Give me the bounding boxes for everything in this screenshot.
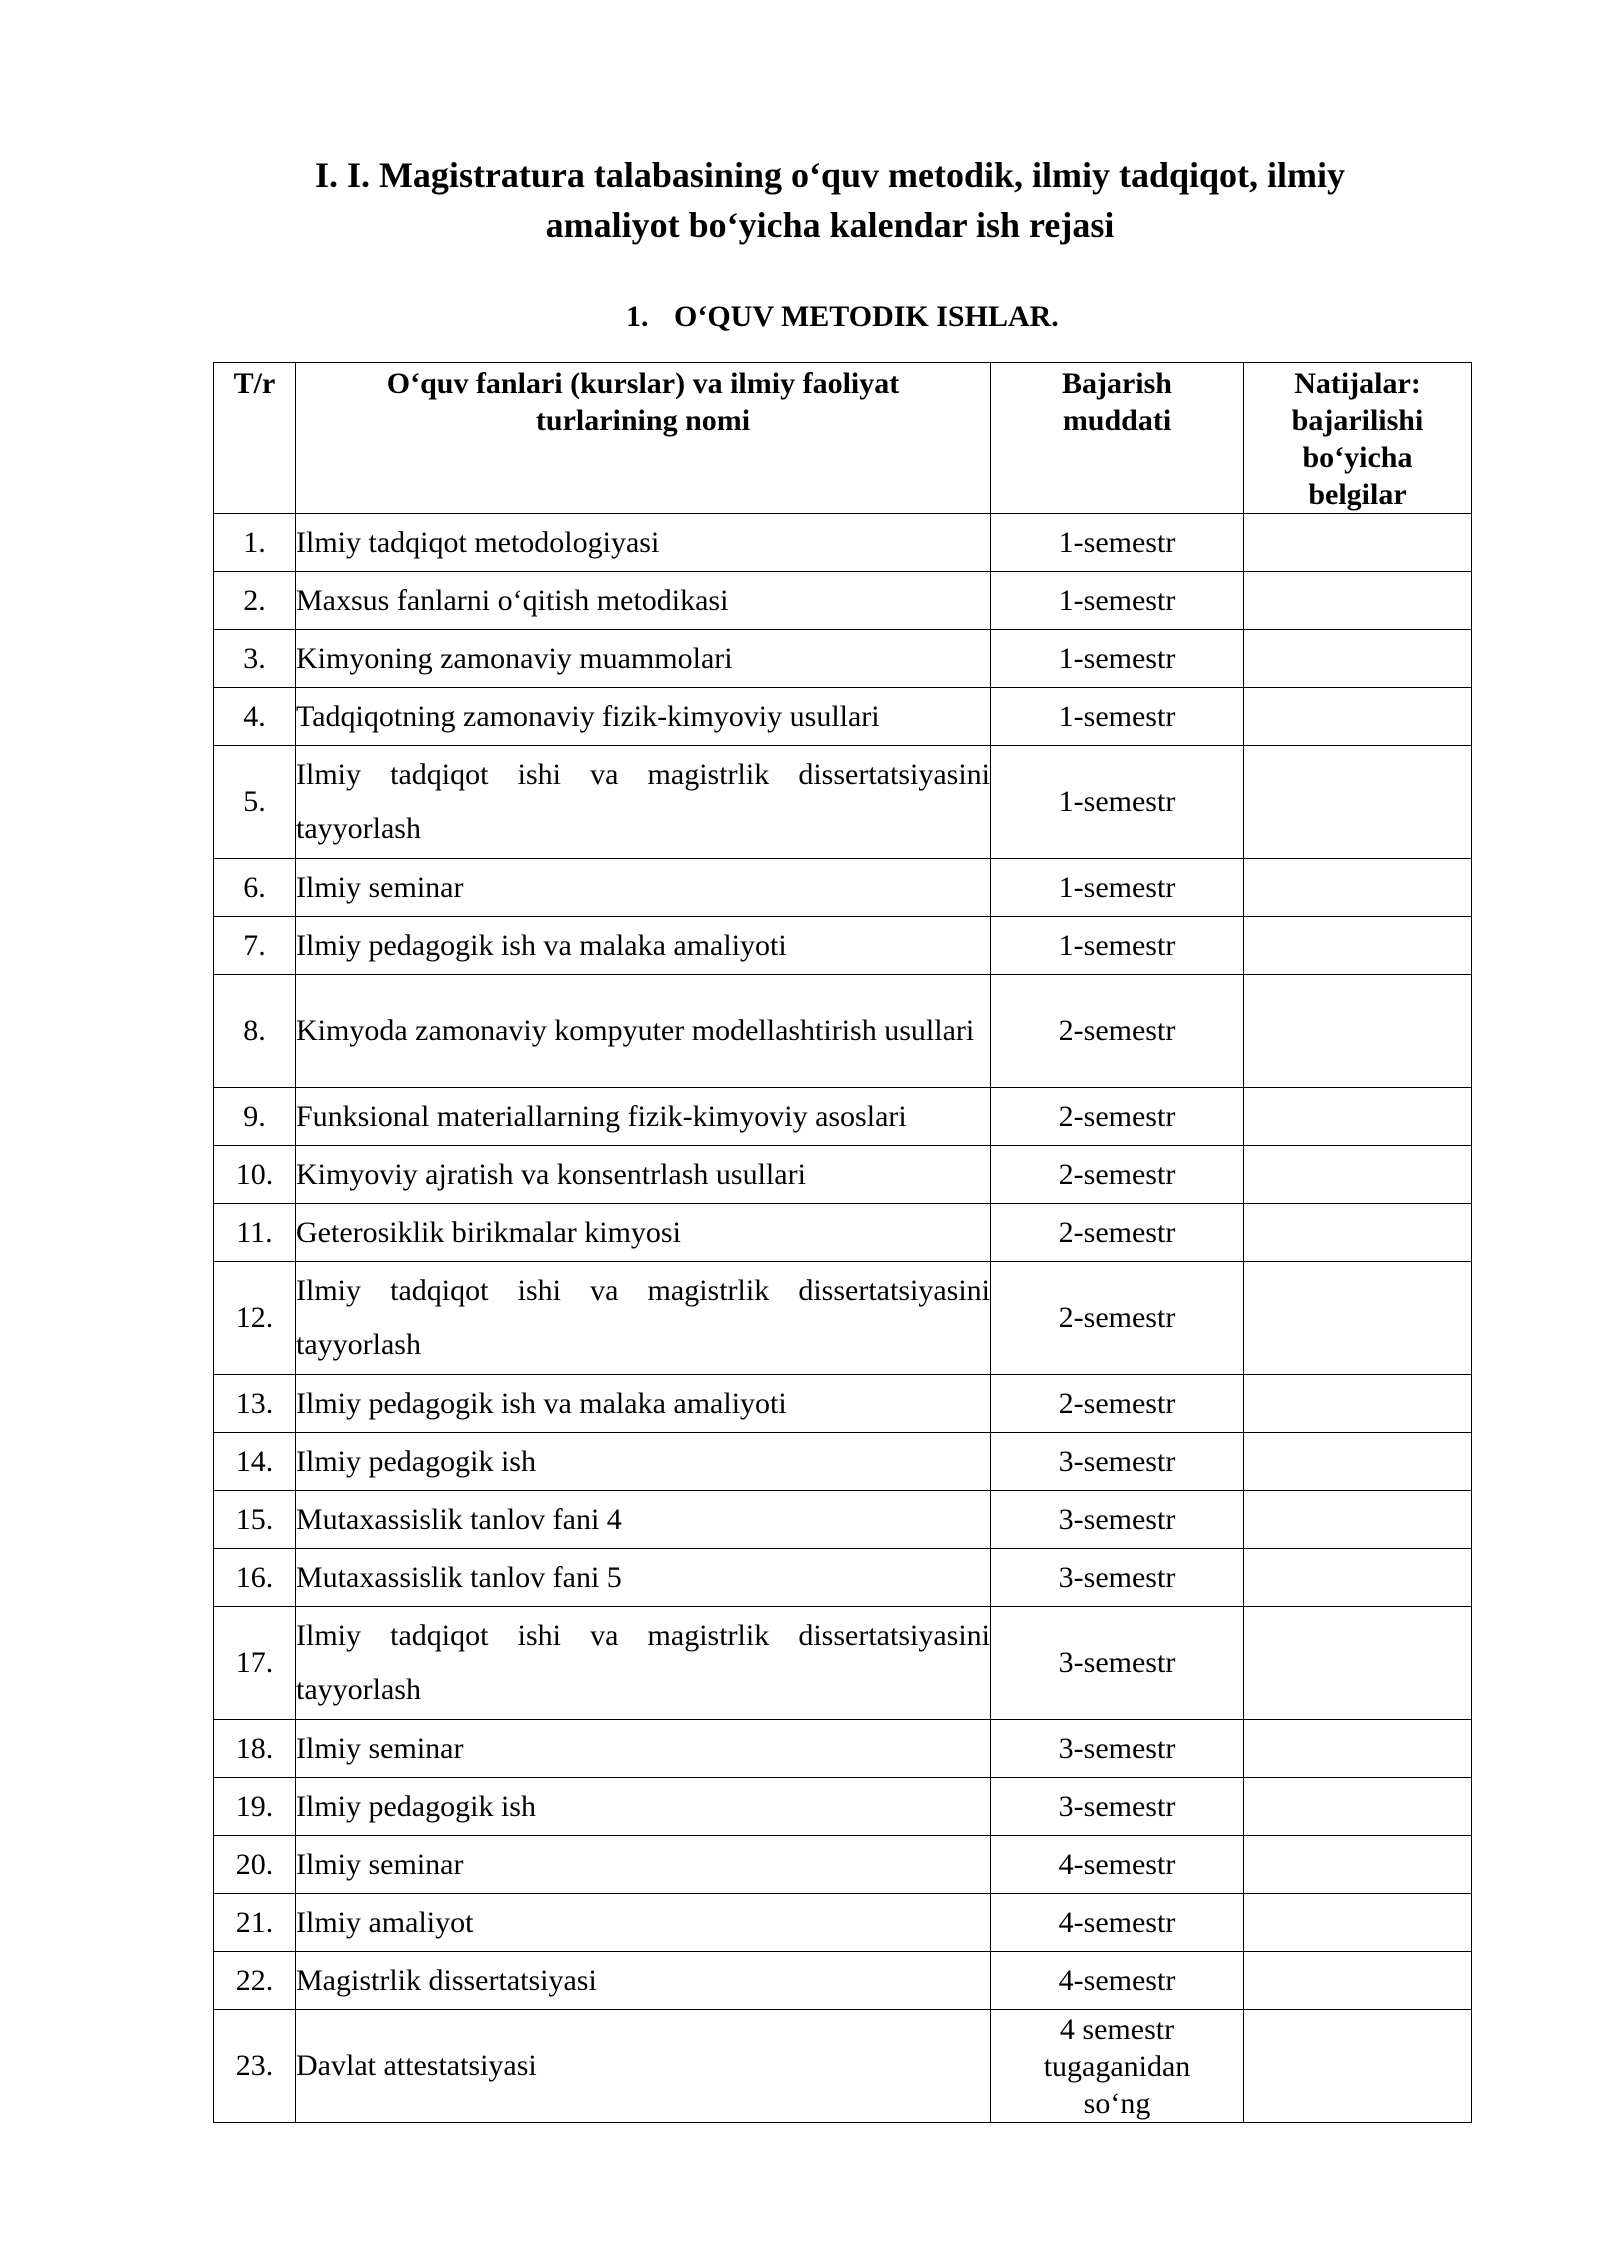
row-number: 2.: [214, 572, 296, 630]
row-deadline: 2-semestr: [991, 1204, 1244, 1262]
row-deadline: 1-semestr: [991, 630, 1244, 688]
row-result: [1244, 572, 1472, 630]
row-result: [1244, 1262, 1472, 1375]
row-deadline: 1-semestr: [991, 746, 1244, 859]
row-deadline: 1-semestr: [991, 514, 1244, 572]
row-activity-name: Ilmiy tadqiqot metodologiyasi: [296, 514, 991, 572]
row-activity-name: Tadqiqotning zamonaviy fizik-kimyoviy usullari: [296, 688, 991, 746]
row-number: 15.: [214, 1491, 296, 1549]
row-deadline: 4-semestr: [991, 1894, 1244, 1952]
table-row: [214, 688, 1472, 746]
row-result: [1244, 1836, 1472, 1894]
table-row: [214, 1778, 1472, 1836]
row-number: 19.: [214, 1778, 296, 1836]
row-deadline: 3-semestr: [991, 1778, 1244, 1836]
row-deadline: 1-semestr: [991, 859, 1244, 917]
row-activity-name: Ilmiy pedagogik ish va malaka amaliyoti: [296, 917, 991, 975]
section-number: 1.: [626, 300, 649, 333]
row-number: 6.: [214, 859, 296, 917]
row-deadline: 3-semestr: [991, 1433, 1244, 1491]
table-row: [214, 1952, 1472, 2010]
row-deadline: 2-semestr: [991, 1375, 1244, 1433]
table-row: [214, 859, 1472, 917]
section-heading-text: O‘QUV METODIK ISHLAR.: [674, 300, 1059, 333]
row-result: [1244, 1146, 1472, 1204]
header-name: O‘quv fanlari (kurslar) va ilmiy faoliyat turlarining nomi: [296, 363, 991, 514]
row-number: 18.: [214, 1720, 296, 1778]
row-activity-name: Ilmiy seminar: [296, 859, 991, 917]
row-deadline: 2-semestr: [991, 1088, 1244, 1146]
row-activity-name: Kimyoda zamonaviy kompyuter modellashtirish usullari: [296, 975, 991, 1088]
table-row: [214, 1607, 1472, 1720]
row-number: 14.: [214, 1433, 296, 1491]
header-term: Bajarish muddati: [991, 363, 1244, 514]
table-row: [214, 1836, 1472, 1894]
row-activity-name: Kimyoviy ajratish va konsentrlash usullari: [296, 1146, 991, 1204]
table-row: [214, 1433, 1472, 1491]
table-row: [214, 572, 1472, 630]
row-number: 11.: [214, 1204, 296, 1262]
row-result: [1244, 1088, 1472, 1146]
row-result: [1244, 1894, 1472, 1952]
table-row: [214, 2010, 1472, 2123]
row-number: 20.: [214, 1836, 296, 1894]
table-row: [214, 514, 1472, 572]
table-row: [214, 1262, 1472, 1375]
row-result: [1244, 1720, 1472, 1778]
row-result: [1244, 1607, 1472, 1720]
row-number: 17.: [214, 1607, 296, 1720]
row-result: [1244, 975, 1472, 1088]
row-deadline: 1-semestr: [991, 572, 1244, 630]
row-result: [1244, 1433, 1472, 1491]
row-deadline: 2-semestr: [991, 1146, 1244, 1204]
row-activity-name: Mutaxassislik tanlov fani 5: [296, 1549, 991, 1607]
row-number: 3.: [214, 630, 296, 688]
page-title-line-1: I. I. Magistratura talabasining o‘quv metodik, ilmiy tadqiqot, ilmiy: [314, 155, 1346, 195]
row-deadline: 4 semestr tugaganidan so‘ng: [991, 2010, 1244, 2123]
header-result: Natijalar: bajarilishi bo‘yicha belgilar: [1244, 363, 1472, 514]
row-activity-name: Ilmiy tadqiqot ishi va magistrlik dissertatsiyasini tayyorlash: [296, 1262, 991, 1375]
row-result: [1244, 1491, 1472, 1549]
row-deadline: 4-semestr: [991, 1952, 1244, 2010]
row-result: [1244, 746, 1472, 859]
row-deadline: 4-semestr: [991, 1836, 1244, 1894]
row-activity-name: Ilmiy pedagogik ish: [296, 1433, 991, 1491]
row-deadline: 2-semestr: [991, 975, 1244, 1088]
table-row: [214, 1088, 1472, 1146]
row-deadline: 3-semestr: [991, 1491, 1244, 1549]
row-deadline: 3-semestr: [991, 1720, 1244, 1778]
row-result: [1244, 1204, 1472, 1262]
header-number: T/r: [214, 363, 296, 514]
row-number: 7.: [214, 917, 296, 975]
table-row: [214, 630, 1472, 688]
row-result: [1244, 514, 1472, 572]
table-row: [214, 1894, 1472, 1952]
row-activity-name: Ilmiy tadqiqot ishi va magistrlik dissertatsiyasini tayyorlash: [296, 1607, 991, 1720]
table-row: [214, 1146, 1472, 1204]
row-activity-name: Funksional materiallarning fizik-kimyoviy asoslari: [296, 1088, 991, 1146]
row-activity-name: Magistrlik dissertatsiyasi: [296, 1952, 991, 2010]
row-number: 21.: [214, 1894, 296, 1952]
table-row: [214, 746, 1472, 859]
row-result: [1244, 1549, 1472, 1607]
table-row: [214, 975, 1472, 1088]
row-result: [1244, 2010, 1472, 2123]
row-number: 10.: [214, 1146, 296, 1204]
row-result: [1244, 859, 1472, 917]
table-row: [214, 1720, 1472, 1778]
row-number: 23.: [214, 2010, 296, 2123]
row-activity-name: Ilmiy pedagogik ish: [296, 1778, 991, 1836]
row-number: 4.: [214, 688, 296, 746]
row-result: [1244, 1778, 1472, 1836]
row-result: [1244, 688, 1472, 746]
row-activity-name: Ilmiy seminar: [296, 1836, 991, 1894]
table-body: [214, 514, 1472, 2123]
row-activity-name: Maxsus fanlarni o‘qitish metodikasi: [296, 572, 991, 630]
row-deadline: 3-semestr: [991, 1549, 1244, 1607]
calendar-plan-table: [213, 362, 1472, 2123]
row-result: [1244, 1952, 1472, 2010]
row-number: 12.: [214, 1262, 296, 1375]
row-activity-name: Ilmiy tadqiqot ishi va magistrlik dissertatsiyasini tayyorlash: [296, 746, 991, 859]
row-activity-name: Ilmiy amaliyot: [296, 1894, 991, 1952]
row-number: 13.: [214, 1375, 296, 1433]
page-title: [0, 150, 1600, 250]
table-row: [214, 1375, 1472, 1433]
row-deadline: 2-semestr: [991, 1262, 1244, 1375]
row-activity-name: Ilmiy seminar: [296, 1720, 991, 1778]
row-deadline: 1-semestr: [991, 917, 1244, 975]
row-result: [1244, 630, 1472, 688]
row-number: 16.: [214, 1549, 296, 1607]
table-row: [214, 1204, 1472, 1262]
row-number: 22.: [214, 1952, 296, 2010]
row-activity-name: Mutaxassislik tanlov fani 4: [296, 1491, 991, 1549]
row-activity-name: Ilmiy pedagogik ish va malaka amaliyoti: [296, 1375, 991, 1433]
row-number: 9.: [214, 1088, 296, 1146]
page-title-line-2: amaliyot bo‘yicha kalendar ish rejasi: [545, 205, 1115, 245]
row-number: 1.: [214, 514, 296, 572]
row-number: 8.: [214, 975, 296, 1088]
row-activity-name: Davlat attestatsiyasi: [296, 2010, 991, 2123]
row-activity-name: Geterosiklik birikmalar kimyosi: [296, 1204, 991, 1262]
row-deadline: 1-semestr: [991, 688, 1244, 746]
table-header-row: [214, 363, 1472, 514]
section-heading: [626, 300, 1059, 334]
table-row: [214, 1549, 1472, 1607]
row-result: [1244, 1375, 1472, 1433]
row-number: 5.: [214, 746, 296, 859]
table-row: [214, 1491, 1472, 1549]
row-result: [1244, 917, 1472, 975]
row-activity-name: Kimyoning zamonaviy muammolari: [296, 630, 991, 688]
row-deadline: 3-semestr: [991, 1607, 1244, 1720]
table-row: [214, 917, 1472, 975]
